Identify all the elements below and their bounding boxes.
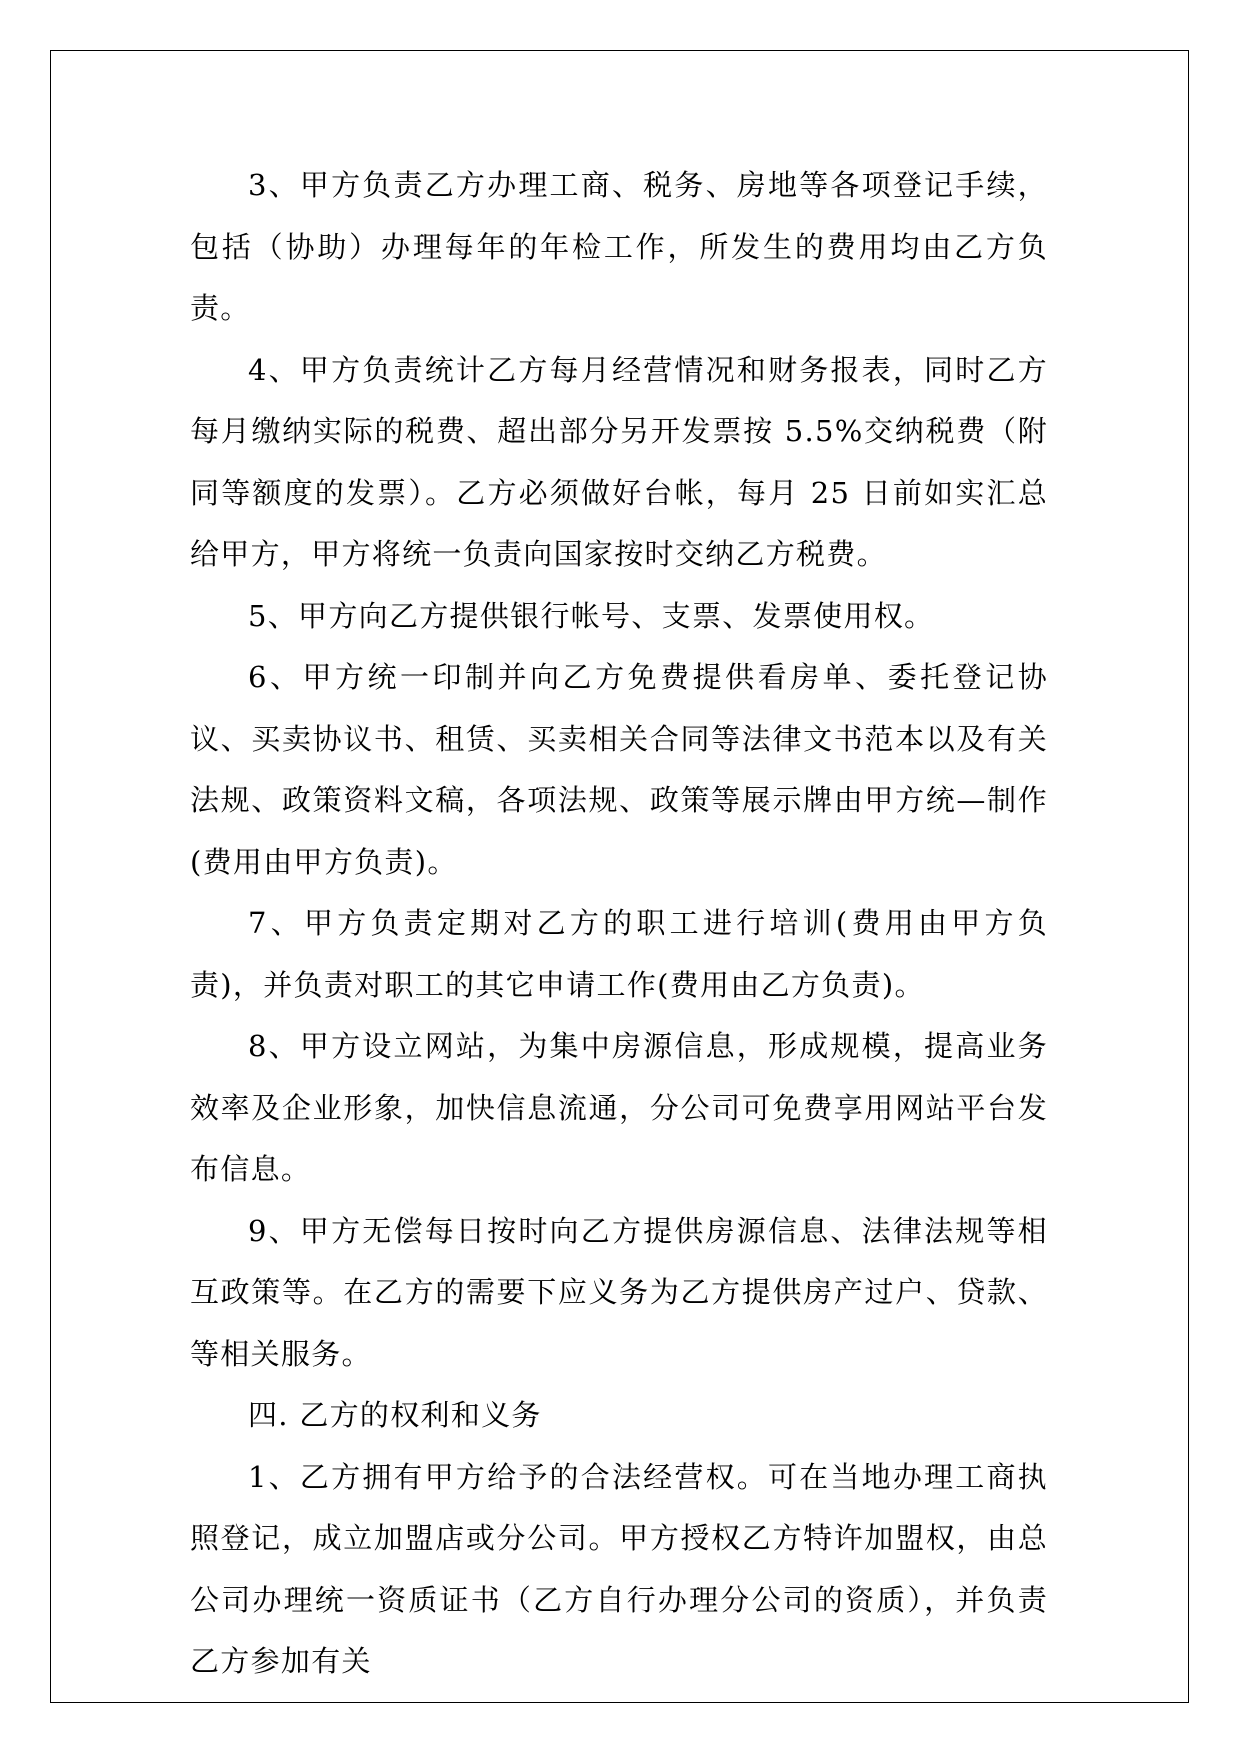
paragraph-clause-8: 8、甲方设立网站，为集中房源信息，形成规模，提高业务效率及企业形象，加快信息流通，分公司可免费享用网站平台发布信息。 <box>190 1029 1048 1186</box>
section-heading-party-b: 四. 乙方的权利和义务 <box>248 1398 542 1432</box>
paragraph-clause-9: 9、甲方无偿每日按时向乙方提供房源信息、法律法规等相互政策等。在乙方的需要下应义务为乙方提供房产过户、贷款、等相关服务。 <box>190 1213 1048 1371</box>
paragraph-clause-7: 7、甲方负责定期对乙方的职工进行培训(费用由甲方负责)，并负责对职工的其它申请工作(费用由乙方负责)。 <box>190 906 1048 1002</box>
paragraph-clause-4: 4、甲方负责统计乙方每月经营情况和财务报表，同时乙方每月缴纳实际的税费、超出部分另开发票按 5.5%交纳税费（附同等额度的发票）。乙方必须做好台帐，每月 25 日前如实汇总给甲方，甲方将统一负责向国家按时交纳乙方税费。 <box>190 352 1048 571</box>
paragraph-clause-3: 3、甲方负责乙方办理工商、税务、房地等各项登记手续，包括（协助）办理每年的年检工作，所发生的费用均由乙方负责。 <box>190 168 1048 325</box>
paragraph-party-b-clause-1: 1、乙方拥有甲方给予的合法经营权。可在当地办理工商执照登记，成立加盟店或分公司。甲方授权乙方特许加盟权，由总公司办理统一资质证书（乙方自行办理分公司的资质），并负责乙方参加有关 <box>190 1459 1048 1678</box>
paragraph-clause-5: 5、甲方向乙方提供银行帐号、支票、发票使用权。 <box>248 598 935 633</box>
paragraph-clause-6: 6、甲方统一印制并向乙方免费提供看房单、委托登记协议、买卖协议书、租赁、买卖相关合同等法律文书范本以及有关法规、政策资料文稿，各项法规、政策等展示牌由甲方统—制作(费用由甲方负责)。 <box>190 660 1048 879</box>
document-body <box>190 155 1048 1693</box>
